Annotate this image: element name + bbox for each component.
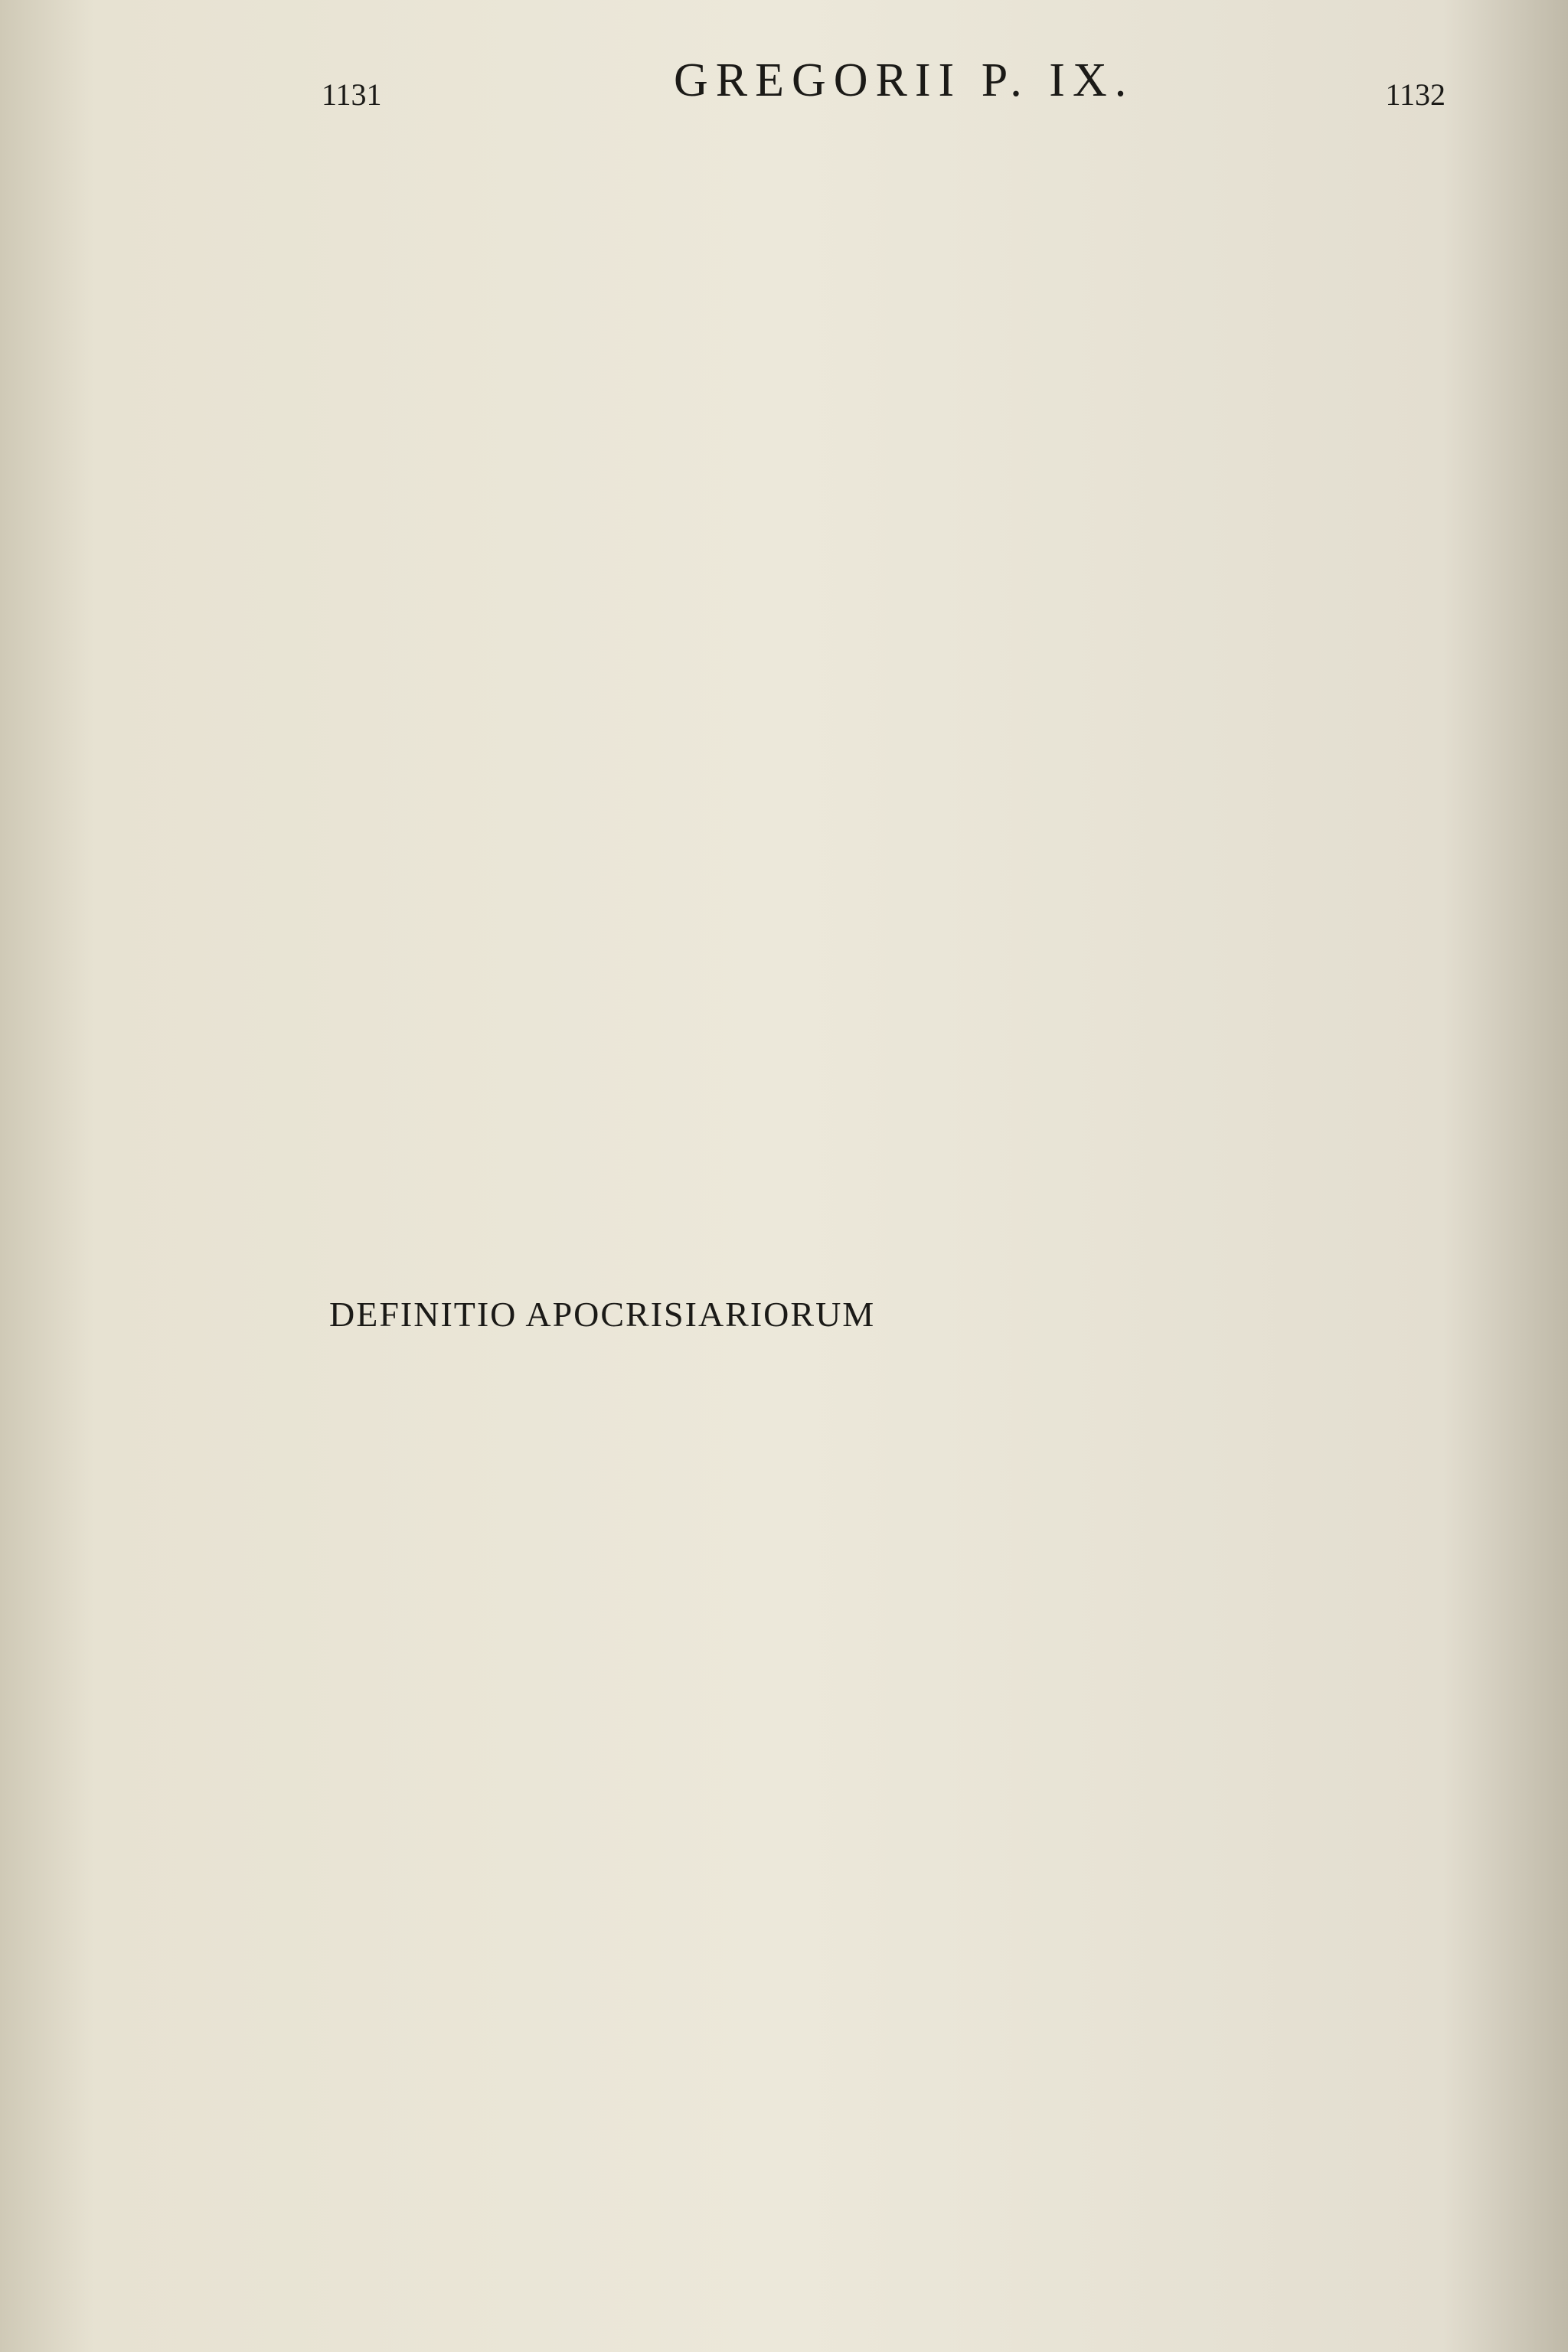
- page-header: [322, 54, 1446, 115]
- body-upper-left: [322, 115, 888, 1279]
- body-lower-right: [919, 1531, 1462, 2297]
- column-number-right: 1132: [1385, 77, 1446, 112]
- running-title: GREGORII P. IX.: [674, 54, 1135, 106]
- body-lower-left: [337, 1531, 873, 2297]
- section-title-latin: DEFINITIO APOCRISIARIORUM: [329, 1295, 876, 1334]
- body-upper-right: [911, 115, 1478, 1279]
- column-number-left: 1131: [322, 77, 382, 112]
